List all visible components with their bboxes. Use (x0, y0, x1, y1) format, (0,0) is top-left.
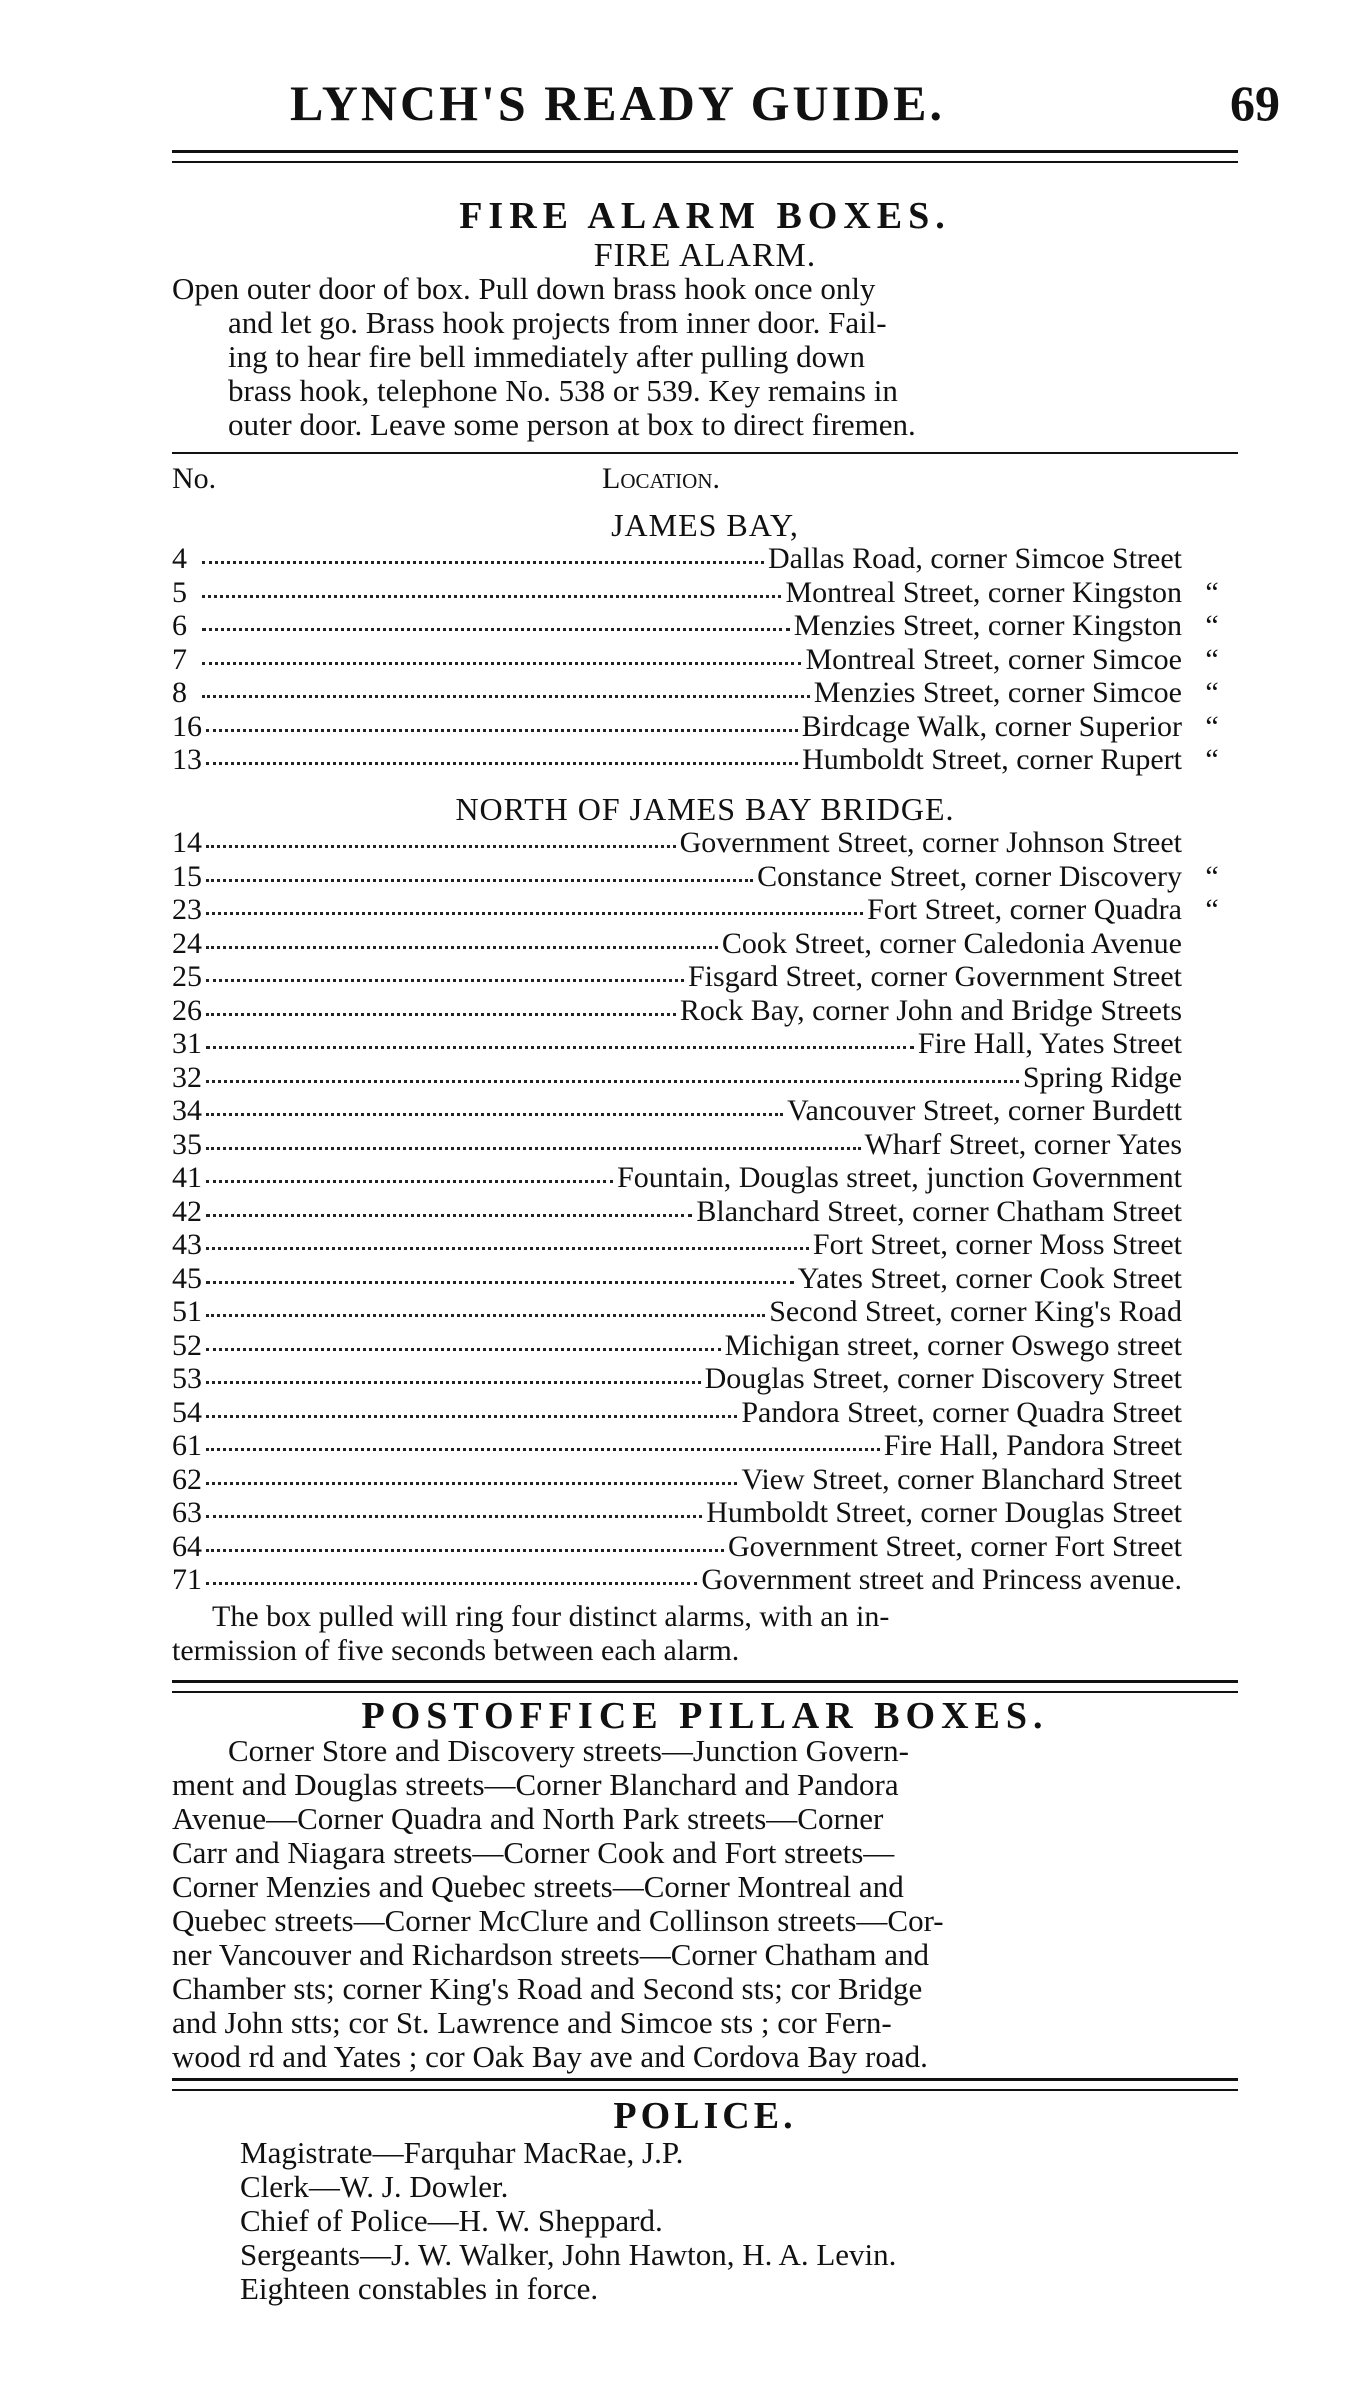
alarm-box-row (172, 1362, 1242, 1396)
box-location: Government street and Princess avenue. (701, 1563, 1182, 1596)
box-number: 5 (172, 575, 187, 609)
box-location: Humboldt Street, corner Douglas Street (706, 1496, 1182, 1529)
dot-leader (206, 1227, 809, 1250)
police-line: Eighteen constables in force. (240, 2271, 599, 2306)
dot-leader (202, 608, 790, 631)
postoffice-line: Avenue—Corner Quadra and North Park streets—Corner (172, 1801, 884, 1836)
box-location: Rock Bay, corner John and Bridge Streets (679, 993, 1182, 1027)
box-location: Pandora Street, corner Quadra Street (741, 1395, 1182, 1429)
alarm-box-row (172, 609, 1242, 643)
box-number: 13 (172, 743, 202, 776)
alarm-box-row (172, 1496, 1242, 1530)
postoffice-line: ner Vancouver and Richardson streets—Corner Chatham and (172, 1937, 929, 1972)
box-number: 31 (172, 1027, 202, 1060)
fire-alarm-subheading: FIRE ALARM. (593, 237, 817, 274)
instruction-line: Open outer door of box. Pull down brass hook once only (172, 271, 876, 306)
alarm-box-row (172, 743, 1242, 777)
box-location: Wharf Street, corner Yates (864, 1127, 1182, 1161)
running-head-title: LYNCH'S READY GUIDE. (290, 75, 946, 131)
alarm-box-row (172, 1530, 1242, 1564)
box-location: Second Street, corner King's Road (769, 1295, 1182, 1328)
instruction-line: outer door. Leave some person at box to direct firemen. (228, 407, 916, 442)
alarm-box-row (172, 1128, 1242, 1162)
instruction-line: and let go. Brass hook projects from inner door. Fail- (228, 305, 887, 340)
dot-leader (206, 1395, 737, 1418)
alarm-box-row (172, 860, 1242, 894)
dot-leader (206, 1428, 880, 1451)
box-location: Government Street, corner Johnson Street (679, 826, 1182, 859)
dot-leader (206, 1361, 701, 1384)
box-location: Menzies Street, corner Simcoe (813, 676, 1182, 709)
police-line: Magistrate—Farquhar MacRae, J.P. (240, 2135, 684, 2170)
alarm-box-row (172, 1161, 1242, 1195)
note-line: The box pulled will ring four distinct alarms, with an in- (212, 1600, 890, 1633)
box-number: 35 (172, 1127, 202, 1161)
box-location: Michigan street, corner Oswego street (724, 1328, 1182, 1362)
ditto-mark: “ (1205, 575, 1219, 609)
alarm-box-row (172, 643, 1242, 677)
box-number: 24 (172, 926, 202, 960)
postoffice-heading: POSTOFFICE PILLAR BOXES. (361, 1695, 1049, 1737)
alarm-box-row (172, 826, 1242, 860)
dot-leader (206, 1294, 765, 1317)
box-location: Constance Street, corner Discovery (757, 859, 1182, 893)
page-number: 69 (1230, 75, 1280, 131)
postoffice-line: Carr and Niagara streets—Corner Cook and Fort streets— (172, 1835, 895, 1870)
ditto-mark: “ (1205, 859, 1219, 893)
box-number: 23 (172, 893, 202, 926)
box-number: 4 (172, 542, 187, 575)
running-head (170, 68, 1280, 138)
note-line: termission of five seconds between each alarm. (172, 1634, 740, 1667)
box-location: Montreal Street, corner Simcoe (805, 642, 1182, 676)
alarm-box-row (172, 1429, 1242, 1463)
police-list (240, 2136, 1240, 2306)
alarm-note (172, 1600, 1242, 1668)
box-location: Montreal Street, corner Kingston (785, 575, 1182, 609)
alarm-box-row (172, 1396, 1242, 1430)
dot-leader (206, 1529, 724, 1552)
box-number: 8 (172, 676, 187, 709)
ditto-mark: “ (1205, 893, 1219, 926)
fire-alarm-heading: FIRE ALARM BOXES. (459, 195, 951, 237)
box-number: 71 (172, 1563, 202, 1596)
group-heading-james-bay: JAMES BAY, (611, 507, 799, 543)
box-number: 53 (172, 1362, 202, 1395)
box-number: 7 (172, 642, 187, 676)
dot-leader (202, 642, 801, 665)
dot-leader (206, 742, 798, 765)
column-location-label: Location. (602, 462, 720, 495)
box-location: Government Street, corner Fort Street (727, 1529, 1182, 1563)
alarm-box-row (172, 893, 1242, 927)
box-location: Fire Hall, Pandora Street (883, 1429, 1182, 1462)
dot-leader (206, 859, 753, 882)
table-column-header (172, 462, 1238, 502)
box-location: View Street, corner Blanchard Street (741, 1462, 1182, 1496)
box-number: 16 (172, 709, 202, 743)
alarm-box-row (172, 1027, 1242, 1061)
postoffice-line: wood rd and Yates ; cor Oak Bay ave and Cordova Bay road. (172, 2039, 928, 2074)
box-number: 41 (172, 1161, 202, 1194)
box-location: Dallas Road, corner Simcoe Street (767, 542, 1182, 575)
dot-leader (202, 575, 781, 598)
dot-leader (206, 1194, 692, 1217)
ditto-mark: “ (1205, 642, 1219, 676)
alarm-box-row (172, 1061, 1242, 1095)
head-rule (172, 150, 1238, 153)
dot-leader (206, 1495, 702, 1518)
box-number: 14 (172, 826, 202, 859)
alarm-box-row (172, 1094, 1242, 1128)
table-top-rule (172, 452, 1238, 454)
box-number: 25 (172, 960, 202, 993)
postoffice-line: Corner Menzies and Quebec streets—Corner Montreal and (172, 1869, 904, 1904)
alarm-box-row (172, 994, 1242, 1028)
dot-leader (206, 993, 676, 1016)
box-number: 54 (172, 1395, 202, 1429)
instruction-line: ing to hear fire bell immediately after pulling down (228, 339, 866, 374)
ditto-mark: “ (1205, 676, 1219, 709)
instruction-line: brass hook, telephone No. 538 or 539. Key remains in (228, 373, 898, 408)
alarm-box-row (172, 927, 1242, 961)
box-list-james-bay (172, 542, 1242, 777)
box-number: 61 (172, 1429, 202, 1462)
dot-leader (206, 892, 863, 915)
dot-leader (206, 959, 684, 982)
box-number: 43 (172, 1228, 202, 1261)
postoffice-rule (172, 1680, 1238, 1683)
postoffice-line: ment and Douglas streets—Corner Blanchard and Pandora (172, 1767, 899, 1802)
box-location: Cook Street, corner Caledonia Avenue (721, 926, 1182, 960)
alarm-box-row (172, 1195, 1242, 1229)
dot-leader (206, 709, 798, 732)
alarm-box-row (172, 1329, 1242, 1363)
dot-leader (206, 926, 718, 949)
box-location: Fire Hall, Yates Street (917, 1027, 1182, 1060)
box-location: Fisgard Street, corner Government Street (687, 960, 1182, 993)
box-location: Douglas Street, corner Discovery Street (704, 1362, 1182, 1395)
dot-leader (206, 1093, 783, 1116)
postoffice-line: Corner Store and Discovery streets—Junction Govern- (228, 1733, 909, 1768)
box-location: Fort Street, corner Quadra (867, 893, 1182, 926)
alarm-box-row (172, 576, 1242, 610)
box-location: Fort Street, corner Moss Street (812, 1228, 1182, 1261)
box-location: Fountain, Douglas street, junction Government (617, 1161, 1182, 1194)
box-location: Yates Street, corner Cook Street (797, 1261, 1182, 1295)
alarm-box-row (172, 960, 1242, 994)
dot-leader (202, 675, 810, 698)
police-line: Chief of Police—H. W. Sheppard. (240, 2203, 663, 2238)
box-number: 45 (172, 1261, 202, 1295)
box-location: Spring Ridge (1022, 1060, 1182, 1094)
box-location: Birdcage Walk, corner Superior (801, 709, 1182, 743)
ditto-mark: “ (1205, 609, 1219, 642)
box-location: Menzies Street, corner Kingston (793, 609, 1182, 642)
box-location: Vancouver Street, corner Burdett (787, 1094, 1182, 1127)
box-number: 63 (172, 1496, 202, 1529)
box-number: 34 (172, 1094, 202, 1127)
dot-leader (206, 1562, 697, 1585)
ditto-mark: “ (1205, 743, 1219, 776)
alarm-box-row (172, 710, 1242, 744)
alarm-box-row (172, 542, 1242, 576)
dot-leader (202, 541, 764, 564)
column-no-label: No. (172, 462, 217, 495)
box-number: 15 (172, 859, 202, 893)
box-number: 26 (172, 993, 202, 1027)
postoffice-line: Chamber sts; corner King's Road and Second sts; cor Bridge (172, 1971, 923, 2006)
police-line: Clerk—W. J. Dowler. (240, 2169, 509, 2204)
alarm-box-row (172, 1463, 1242, 1497)
box-number: 62 (172, 1462, 202, 1496)
box-location: Blanchard Street, corner Chatham Street (696, 1194, 1182, 1228)
box-number: 32 (172, 1060, 202, 1094)
dot-leader (206, 1160, 613, 1183)
fire-alarm-instructions (172, 272, 1242, 442)
box-number: 52 (172, 1328, 202, 1362)
alarm-box-row (172, 1563, 1242, 1597)
alarm-box-row (172, 1262, 1242, 1296)
postoffice-list (172, 1734, 1242, 2074)
box-location: Humboldt Street, corner Rupert (802, 743, 1182, 776)
postoffice-line: Quebec streets—Corner McClure and Collinson streets—Cor- (172, 1903, 944, 1938)
dot-leader (206, 825, 676, 848)
ditto-mark: “ (1205, 709, 1219, 743)
dot-leader (206, 1060, 1019, 1083)
police-line: Sergeants—J. W. Walker, John Hawton, H. A. Levin. (240, 2237, 897, 2272)
box-number: 6 (172, 609, 187, 642)
dot-leader (206, 1127, 861, 1150)
dot-leader (206, 1026, 914, 1049)
box-number: 42 (172, 1194, 202, 1228)
box-list-north-james-bay-bridge (172, 826, 1242, 1597)
dot-leader (206, 1328, 721, 1351)
postoffice-line: and John stts; cor St. Lawrence and Simcoe sts ; cor Fern- (172, 2005, 892, 2040)
box-number: 51 (172, 1295, 202, 1328)
dot-leader (206, 1462, 737, 1485)
dot-leader (206, 1261, 794, 1284)
alarm-box-row (172, 1295, 1242, 1329)
alarm-box-row (172, 676, 1242, 710)
police-rule (172, 2078, 1238, 2081)
police-heading: POLICE. (613, 2095, 797, 2137)
group-heading-north-james-bay-bridge: NORTH OF JAMES BAY BRIDGE. (455, 791, 955, 827)
alarm-box-row (172, 1228, 1242, 1262)
box-number: 64 (172, 1529, 202, 1563)
